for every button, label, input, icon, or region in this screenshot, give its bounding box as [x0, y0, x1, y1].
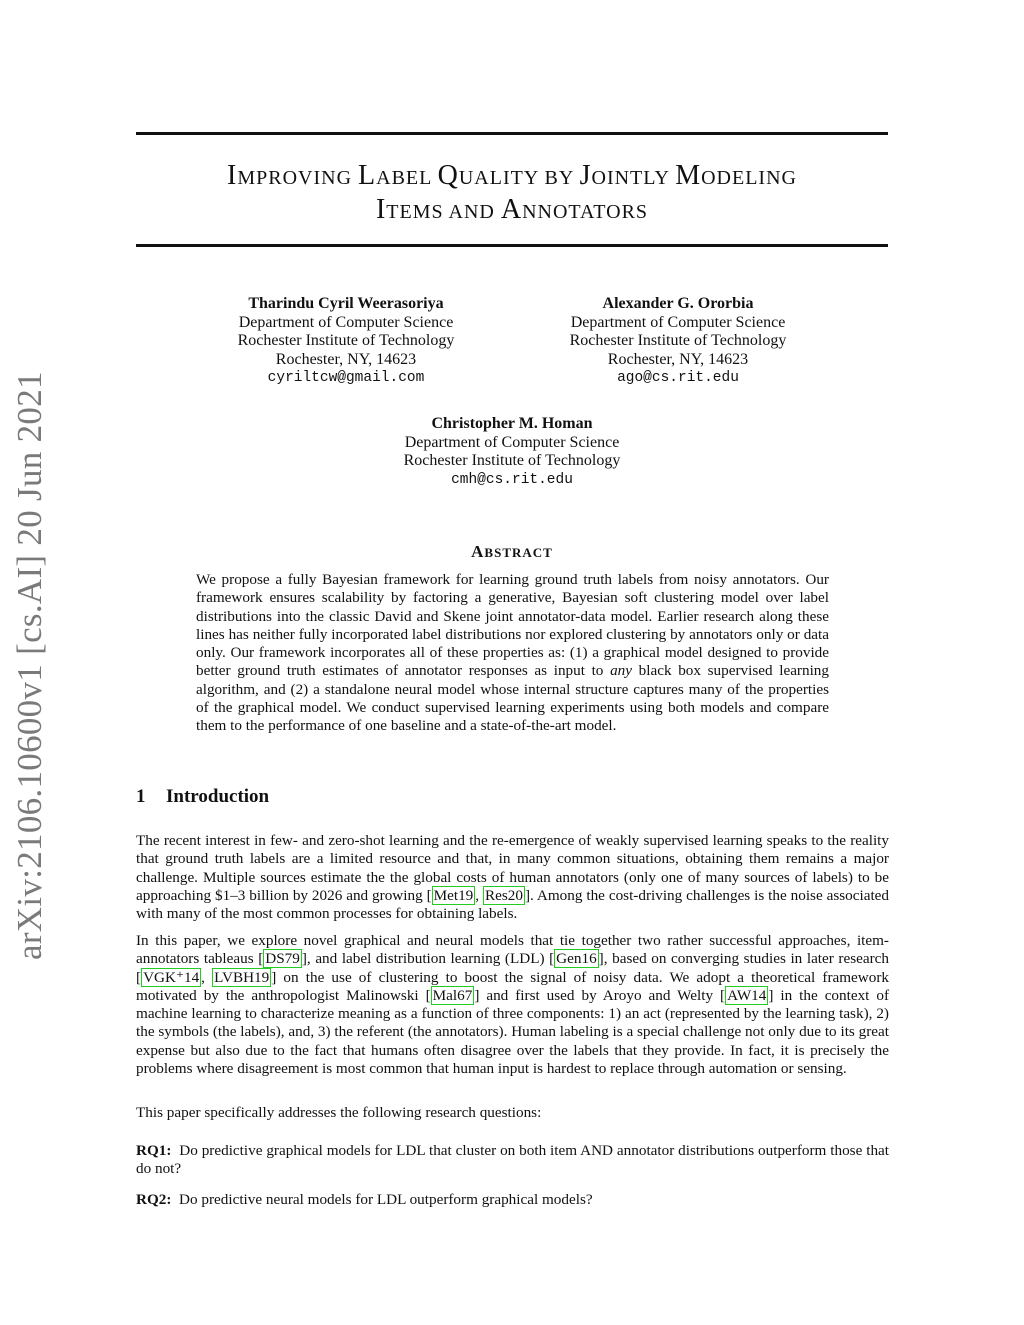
- paragraph-text: ], and label distribution learning (LDL) [: [301, 950, 555, 968]
- paper-title-line-2: [136, 194, 888, 226]
- paragraph-text: The recent interest in few- and zero-shot learning and the re-emergence of weakly supervised learning speaks to the reality that ground truth labels are a limited resource and that, in many common situations, obtaining them remains a major challenge. Multiple sources estimate the the global costs of human annotators (only one of many sources of labels) to be approaching $1–3 billion by 2026 and growing [: [136, 832, 889, 904]
- author-email[interactable]: cmh@cs.rit.edu: [451, 471, 573, 488]
- paragraph-text: ], based on converging studies in later research [: [136, 950, 889, 986]
- title-smallcaps: NNOTATORS: [522, 201, 649, 223]
- abstract-heading-smallcaps: BSTRACT: [484, 545, 553, 560]
- author-name: Alexander G. Ororbia: [602, 295, 754, 312]
- title-smallcaps: OINTLY: [591, 167, 676, 189]
- citation-link[interactable]: Res20: [485, 886, 523, 904]
- abstract-text: [196, 571, 829, 736]
- author-email[interactable]: cyriltcw@gmail.com: [267, 370, 425, 386]
- research-question-label: RQ2:: [136, 1191, 172, 1208]
- title-rule-top: [136, 132, 888, 135]
- author-block: [196, 295, 496, 388]
- abstract-text-italic: any: [610, 662, 632, 680]
- paragraph-text: ] in the context of machine learning to characterize meaning as a function of three components: 1) an act (represented by the learning task), 2) the symbols (the labels), and, 3) the referent (the annotators). Human labeling is a special challenge not only due to its great expense but also due to the fact that humans often disagree over the labels that they provide. In fact, it is precisely the problems where disagreement is most common that human input is hardest to replace through automation or sensing.: [136, 986, 890, 1078]
- title-cap: I: [375, 194, 387, 225]
- research-question: [136, 1142, 889, 1179]
- title-smallcaps: TEMS AND: [386, 201, 501, 223]
- abstract-heading-cap: A: [471, 542, 485, 561]
- citation-link[interactable]: AW14: [727, 986, 767, 1004]
- title-cap: A: [500, 194, 523, 225]
- author-email[interactable]: ago@cs.rit.edu: [617, 370, 739, 386]
- citation-link[interactable]: Mal67: [432, 986, 473, 1004]
- abstract-heading: [136, 542, 888, 562]
- title-cap: L: [358, 160, 377, 191]
- title-cap: Q: [437, 160, 459, 191]
- author-block: [362, 415, 662, 489]
- research-question-text: Do predictive graphical models for LDL that cluster on both item AND annotator distributions outperform those that do not?: [136, 1142, 889, 1178]
- section-heading: [136, 786, 269, 808]
- title-cap: M: [675, 160, 702, 191]
- paragraph-text: ,: [201, 968, 213, 986]
- author-location: Rochester, NY, 14623: [275, 350, 417, 368]
- author-institution: Rochester Institute of Technology: [569, 332, 787, 349]
- author-location: Rochester, NY, 14623: [607, 350, 749, 368]
- paragraph-text: ] and first used by Aroyo and Welty [: [474, 986, 726, 1004]
- intro-paragraph: [136, 832, 889, 923]
- title-smallcaps: ABEL: [376, 167, 438, 189]
- abstract-text-part: We propose a fully Bayesian framework for learning ground truth labels from noisy annotators. Our framework ensures scalability by factoring a generative, Bayesian soft clustering model over label distributions into the classic David and Skene joint annotator-data model. Earlier research along these lines has neither fully incorporated label distributions nor explored clustering by annotators only or data only. Our framework incorporates all of these properties as: (1) a graphical model designed to provide better ground truth estimates of annotator responses as input to: [196, 571, 829, 680]
- citation-link[interactable]: Gen16: [556, 950, 597, 968]
- author-department: Department of Computer Science: [570, 313, 786, 331]
- paragraph-text: ] on the use of clustering to boost the signal of noisy data. We adopt a theoretical framework motivated by the anthropologist Malinowski [: [136, 968, 890, 1004]
- author-institution: Rochester Institute of Technology: [237, 332, 455, 349]
- citation-link[interactable]: Met19: [433, 886, 474, 904]
- citation-link[interactable]: LVBH19: [214, 968, 270, 986]
- arxiv-identifier: arXiv:2106.10600v1 [cs.AI] 20 Jun 2021: [10, 371, 49, 960]
- paragraph-text: ]. Among the cost-driving challenges is the noise associated with many of the most common processes for obtaining labels.: [136, 886, 890, 923]
- section-number: 1: [136, 786, 146, 807]
- title-smallcaps: MPROVING: [237, 167, 359, 189]
- title-cap: J: [579, 160, 592, 191]
- research-question: [136, 1191, 889, 1209]
- paragraph-text: ,: [475, 886, 483, 904]
- author-institution: Rochester Institute of Technology: [403, 452, 621, 469]
- author-block: [528, 295, 828, 388]
- paragraph-text: In this paper, we explore novel graphical and neural models that tie together two rather successful approaches, item-annotators tableaus [: [136, 932, 889, 968]
- title-smallcaps: UALITY BY: [458, 167, 580, 189]
- author-name: Tharindu Cyril Weerasoriya: [248, 295, 444, 312]
- citation-link[interactable]: VGK⁺14: [143, 968, 200, 986]
- intro-paragraph: [136, 932, 889, 1078]
- research-question-text: Do predictive neural models for LDL outperform graphical models?: [179, 1191, 593, 1208]
- section-title: Introduction: [166, 786, 270, 807]
- author-department: Department of Computer Science: [404, 433, 620, 451]
- author-department: Department of Computer Science: [238, 313, 454, 331]
- title-smallcaps: ODELING: [701, 167, 797, 189]
- title-cap: I: [227, 160, 238, 191]
- paper-title-line-1: [136, 160, 888, 192]
- author-name: Christopher M. Homan: [431, 415, 593, 432]
- intro-paragraph: This paper specifically addresses the following research questions:: [136, 1104, 542, 1121]
- citation-link[interactable]: DS79: [265, 950, 300, 968]
- abstract-text-part: black box supervised learning algorithm, and (2) a standalone neural model whose internal structure captures many of the properties of the graphical model. We conduct supervised learning experiments using both models and compare them to the performance of one baseline and a state-of-the-art model.: [196, 662, 829, 735]
- research-question-label: RQ1:: [136, 1142, 172, 1159]
- title-rule-bottom: [136, 244, 888, 247]
